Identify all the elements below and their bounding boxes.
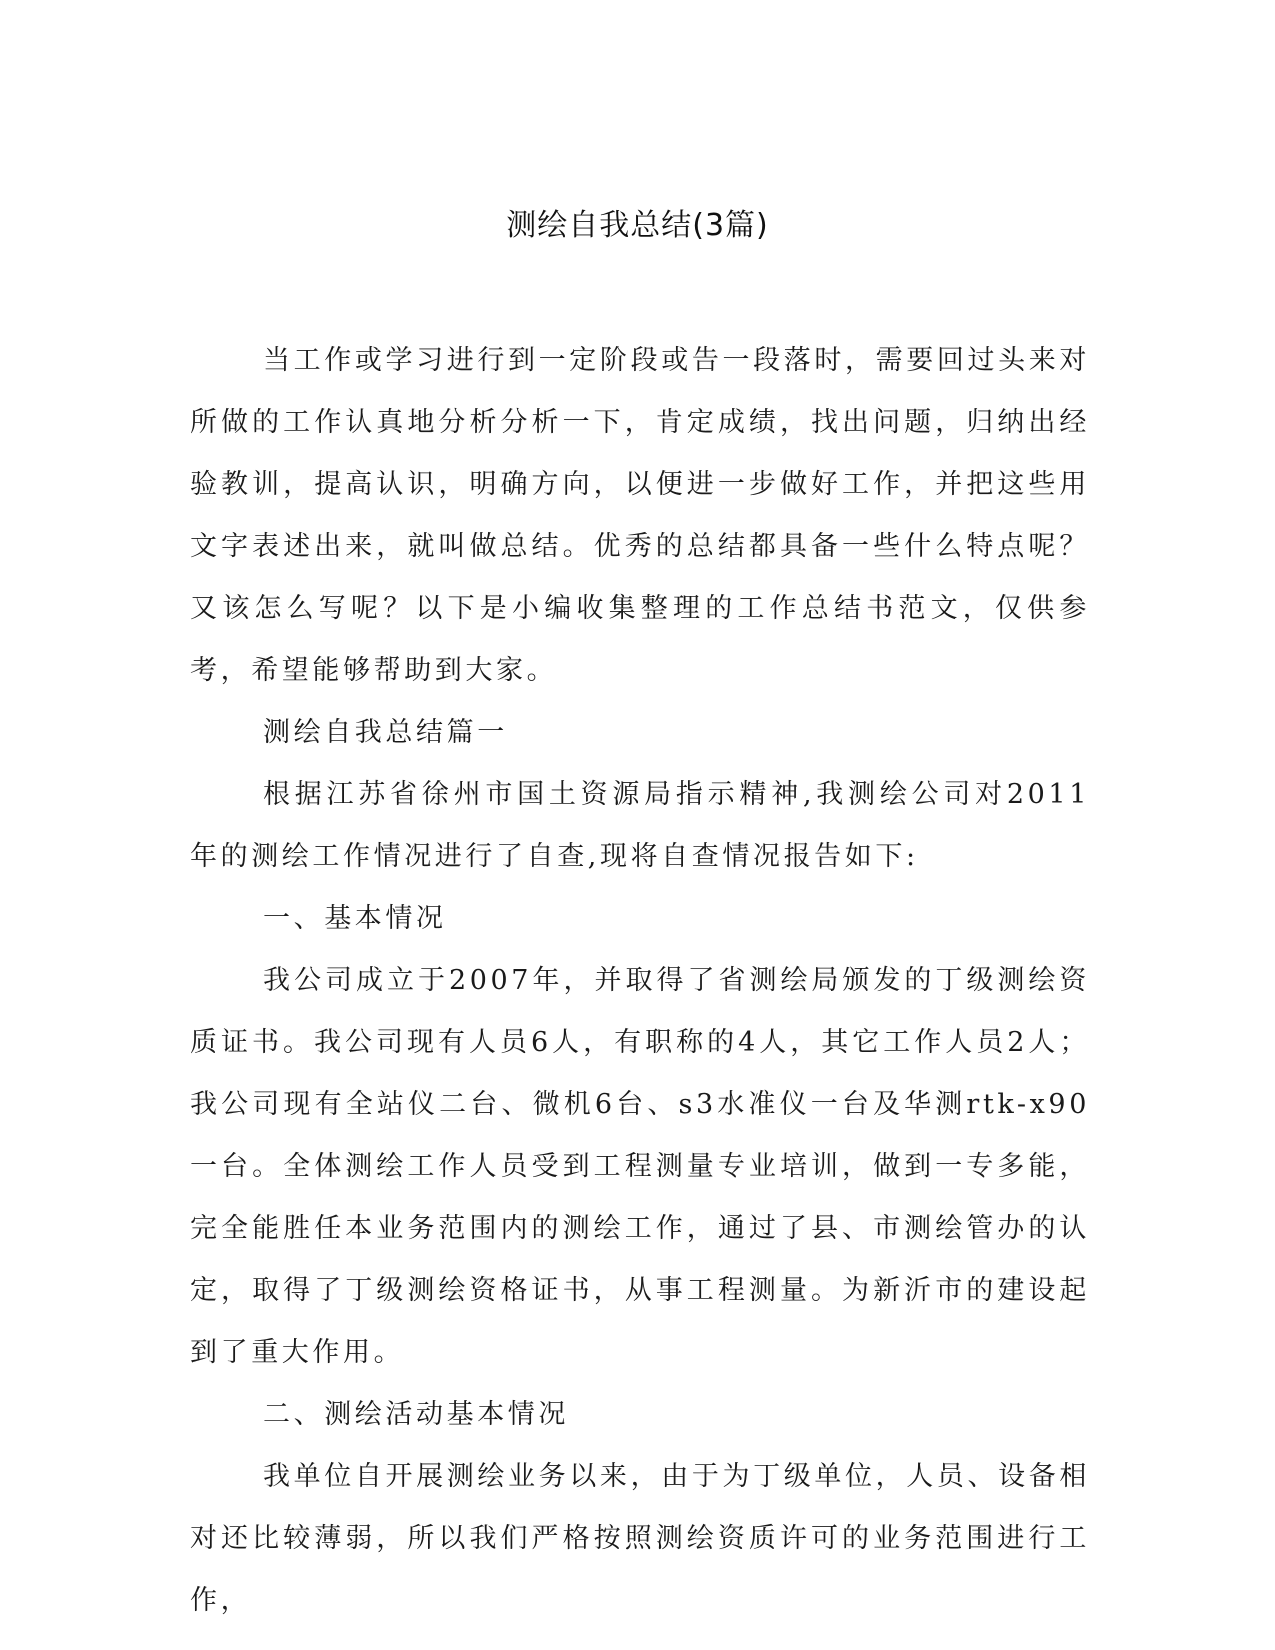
section-heading-basic-info: 一、基本情况 [263,903,447,934]
section-heading-part-one: 测绘自我总结篇一 [263,717,508,748]
section-heading-activities: 二、测绘活动基本情况 [263,1399,569,1430]
document-title: 测绘自我总结(3篇) [506,208,769,243]
company-info-paragraph: 我公司成立于2007年，并取得了省测绘局颁发的丁级测绘资质证书。我公司现有人员6人，有职称的4人，其它工作人员2人；我公司现有全站仪二台、微机6台、s3水准仪一台及华测rtk-x90一台。全体测绘工作人员受到工程测量专业培训，做到一专多能，完全能胜任本业务范围内的测绘工作，通过了县、市测绘管办的认定，取得了丁级测绘资格证书，从事工程测量。为新沂市的建设起到了重大作用。 [190,965,1090,1368]
self-check-paragraph: 根据江苏省徐州市国土资源局指示精神,我测绘公司对2011年的测绘工作情况进行了自查,现将自查情况报告如下: [190,779,1090,872]
intro-paragraph: 当工作或学习进行到一定阶段或告一段落时，需要回过头来对所做的工作认真地分析分析一下，肯定成绩，找出问题，归纳出经验教训，提高认识，明确方向，以便进一步做好工作，并把这些用文字表述出来，就叫做总结。优秀的总结都具备一些什么特点呢？又该怎么写呢？以下是小编收集整理的工作总结书范文，仅供参考，希望能够帮助到大家。 [190,345,1090,686]
document-body [190,330,1090,1632]
activities-paragraph: 我单位自开展测绘业务以来，由于为丁级单位，人员、设备相对还比较薄弱，所以我们严格按照测绘资质许可的业务范围进行工作， [190,1461,1090,1616]
